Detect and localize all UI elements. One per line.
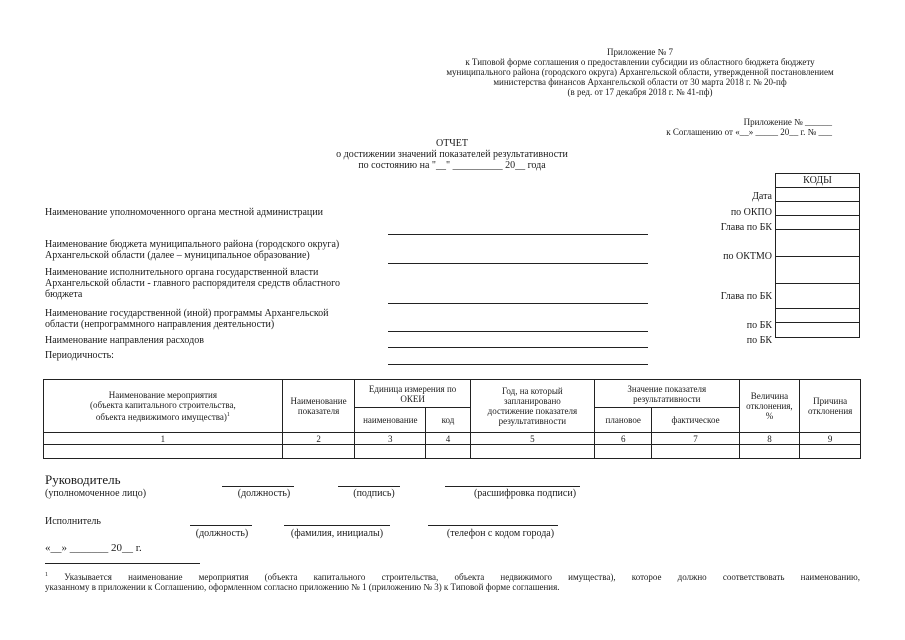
code-cell-bk-1[interactable]	[776, 284, 860, 309]
annex-line-4: (в ред. от 17 декабря 2018 г. № 41-пф)	[567, 87, 713, 97]
code-label-date: Дата	[752, 191, 772, 202]
th-value-line-1: Значение показателя	[627, 383, 707, 394]
th-actual: фактическое	[652, 408, 739, 433]
annex-number: Приложение № ______	[743, 117, 832, 127]
field-executive-line-1: Наименование исполнительного органа государственной власти	[45, 267, 319, 278]
executor-name-line[interactable]	[284, 525, 390, 526]
code-cell-bk-2[interactable]	[776, 309, 860, 323]
data-cell[interactable]	[652, 445, 739, 459]
field-program-label	[45, 308, 329, 330]
col-number: 8	[739, 433, 800, 445]
code-label-glava-2: Глава по БК	[720, 291, 772, 302]
th-reason-line-2: отклонения	[808, 406, 853, 416]
th-year-line-1: Год, на который	[501, 386, 563, 396]
footnote-separator	[45, 563, 200, 564]
th-reason-line-1: Причина	[813, 396, 848, 406]
executor-phone-line[interactable]	[428, 525, 558, 526]
code-label-glava-1: Глава по БК	[720, 222, 772, 233]
code-cell-okpo[interactable]	[776, 202, 860, 216]
col-number: 2	[282, 433, 355, 445]
th-reason	[800, 380, 861, 433]
code-label-oktmo: по ОКТМО	[723, 251, 772, 262]
th-event-line-3-text: объекта недвижимого имущества)	[95, 412, 227, 422]
footnote-mark: 1	[45, 572, 48, 578]
head-sublabel: (уполномоченное лицо)	[45, 488, 147, 499]
codes-header: КОДЫ	[776, 174, 860, 188]
col-number: 7	[652, 433, 739, 445]
col-number: 4	[426, 433, 471, 445]
head-label: Руководитель	[45, 472, 121, 487]
col-number: 5	[470, 433, 594, 445]
code-label-okpo: по ОКПО	[730, 207, 772, 218]
field-program-line-1: Наименование государственной (иной) программы Архангельской	[45, 308, 329, 319]
th-event-line-1: Наименование мероприятия	[108, 390, 217, 400]
code-cell-date[interactable]	[776, 188, 860, 202]
code-label-bk-2: по БК	[746, 335, 772, 346]
th-value-line-2: результативности	[633, 393, 701, 404]
th-event-line-3	[45, 410, 281, 422]
th-unit-line-2: ОКЕИ	[400, 393, 425, 404]
th-unit-line-1: Единица измерения по	[368, 383, 457, 394]
field-executive-line[interactable]	[388, 303, 648, 304]
executor-name-caption: (фамилия, инициалы)	[290, 528, 384, 539]
report-subtitle: о достижении значений показателей результативности	[336, 149, 568, 160]
th-unit-name: наименование	[355, 408, 426, 433]
th-event	[44, 380, 283, 433]
th-unit	[355, 380, 470, 408]
field-budget-line[interactable]	[388, 263, 648, 264]
field-periodicity-label: Периодичность:	[45, 350, 114, 361]
field-executive-label	[45, 267, 340, 300]
th-indicator-line-1: Наименование	[290, 396, 347, 406]
th-year	[470, 380, 594, 433]
th-deviation-line-3: %	[765, 411, 774, 421]
code-cell-glava-1[interactable]	[776, 216, 860, 230]
col-number: 1	[44, 433, 283, 445]
col-number: 3	[355, 433, 426, 445]
data-cell[interactable]	[739, 445, 800, 459]
field-authority-line[interactable]	[388, 234, 648, 235]
report-date-line: по состоянию на "__" __________ 20__ года	[358, 160, 546, 171]
col-number: 9	[800, 433, 861, 445]
data-cell[interactable]	[800, 445, 861, 459]
field-direction-line[interactable]	[388, 347, 648, 348]
head-signature-line[interactable]	[338, 486, 400, 487]
data-cell[interactable]	[282, 445, 355, 459]
report-title: ОТЧЕТ	[435, 138, 469, 149]
field-program-line[interactable]	[388, 331, 648, 332]
th-year-line-3: достижение показателя	[487, 406, 578, 416]
code-label-bk-1: по БК	[746, 320, 772, 331]
footnote-line-2: указанному в приложении к Соглашению, оформленном согласно приложению № 1 (приложению № 3) к Типовой форме соглашения.	[45, 582, 560, 592]
data-cell[interactable]	[470, 445, 594, 459]
code-cell-oktmo[interactable]	[776, 230, 860, 257]
th-deviation-line-2: отклонения,	[746, 401, 793, 411]
data-cell[interactable]	[594, 445, 652, 459]
data-cell[interactable]	[44, 445, 283, 459]
field-budget-line-1: Наименование бюджета муниципального района (городского округа)	[45, 239, 340, 250]
field-executive-line-3: бюджета	[45, 289, 83, 300]
data-cell[interactable]	[355, 445, 426, 459]
annex-line-1: к Типовой форме соглашения о предоставлении субсидии из областного бюджета бюджету	[465, 57, 815, 67]
footnote-line-1	[45, 570, 860, 582]
th-event-line-2: (объекта капитального строительства,	[90, 400, 236, 410]
signature-date[interactable]: «__» _______ 20__ г.	[45, 542, 142, 554]
annex-title: Приложение № 7	[607, 47, 673, 57]
executor-position-caption: (должность)	[195, 528, 249, 539]
code-cell-extra[interactable]	[776, 323, 860, 338]
th-indicator	[282, 380, 355, 433]
annex-line-2: муниципального района (городского округа) Архангельской области, утвержденной постановлением	[446, 67, 834, 77]
field-direction-label: Наименование направления расходов	[45, 335, 204, 346]
agreement-reference: к Соглашению от «__» _____ 20__ г. № ___	[666, 127, 832, 137]
th-event-footnote-mark: 1	[226, 412, 230, 418]
th-deviation	[739, 380, 800, 433]
th-value	[594, 380, 739, 408]
head-decoding-caption: (расшифровка подписи)	[473, 488, 577, 499]
head-signature-caption: (подпись)	[353, 488, 395, 499]
field-budget-label	[45, 239, 339, 261]
field-budget-line-2: Архангельской области (далее – муниципальное образование)	[45, 250, 310, 261]
footnote-text-1: Указывается наименование мероприятия (объекта капитального строительства, объекта недвижимого имущества), которое должно соответствовать наименованию,	[64, 572, 860, 582]
executor-position-line[interactable]	[190, 525, 252, 526]
head-position-caption: (должность)	[237, 488, 291, 499]
annex-line-3: министерства финансов Архангельской области от 30 марта 2018 г. № 20-пф	[493, 77, 787, 87]
head-decoding-line[interactable]	[445, 486, 580, 487]
annex-header	[420, 47, 860, 97]
th-deviation-line-1: Величина	[750, 391, 789, 401]
field-program-line-2: области (непрограммного направления деятельности)	[45, 319, 275, 330]
th-indicator-line-2: показателя	[297, 406, 340, 416]
col-number: 6	[594, 433, 652, 445]
executor-label: Исполнитель	[45, 516, 101, 527]
th-year-line-4: результативности	[498, 416, 567, 426]
th-planned: плановое	[594, 408, 652, 433]
data-cell[interactable]	[426, 445, 471, 459]
field-authority-label: Наименование уполномоченного органа местной администрации	[45, 207, 323, 218]
executor-phone-caption: (телефон с кодом города)	[446, 528, 555, 539]
head-position-line[interactable]	[222, 486, 294, 487]
codes-table	[775, 173, 860, 338]
field-periodicity-line[interactable]	[388, 364, 648, 365]
code-cell-glava-2[interactable]	[776, 257, 860, 284]
results-table	[43, 379, 861, 459]
th-year-line-2: запланировано	[503, 396, 561, 406]
field-executive-line-2: Архангельской области - главного распорядителя средств областного	[45, 278, 340, 289]
th-unit-code: код	[426, 408, 471, 433]
